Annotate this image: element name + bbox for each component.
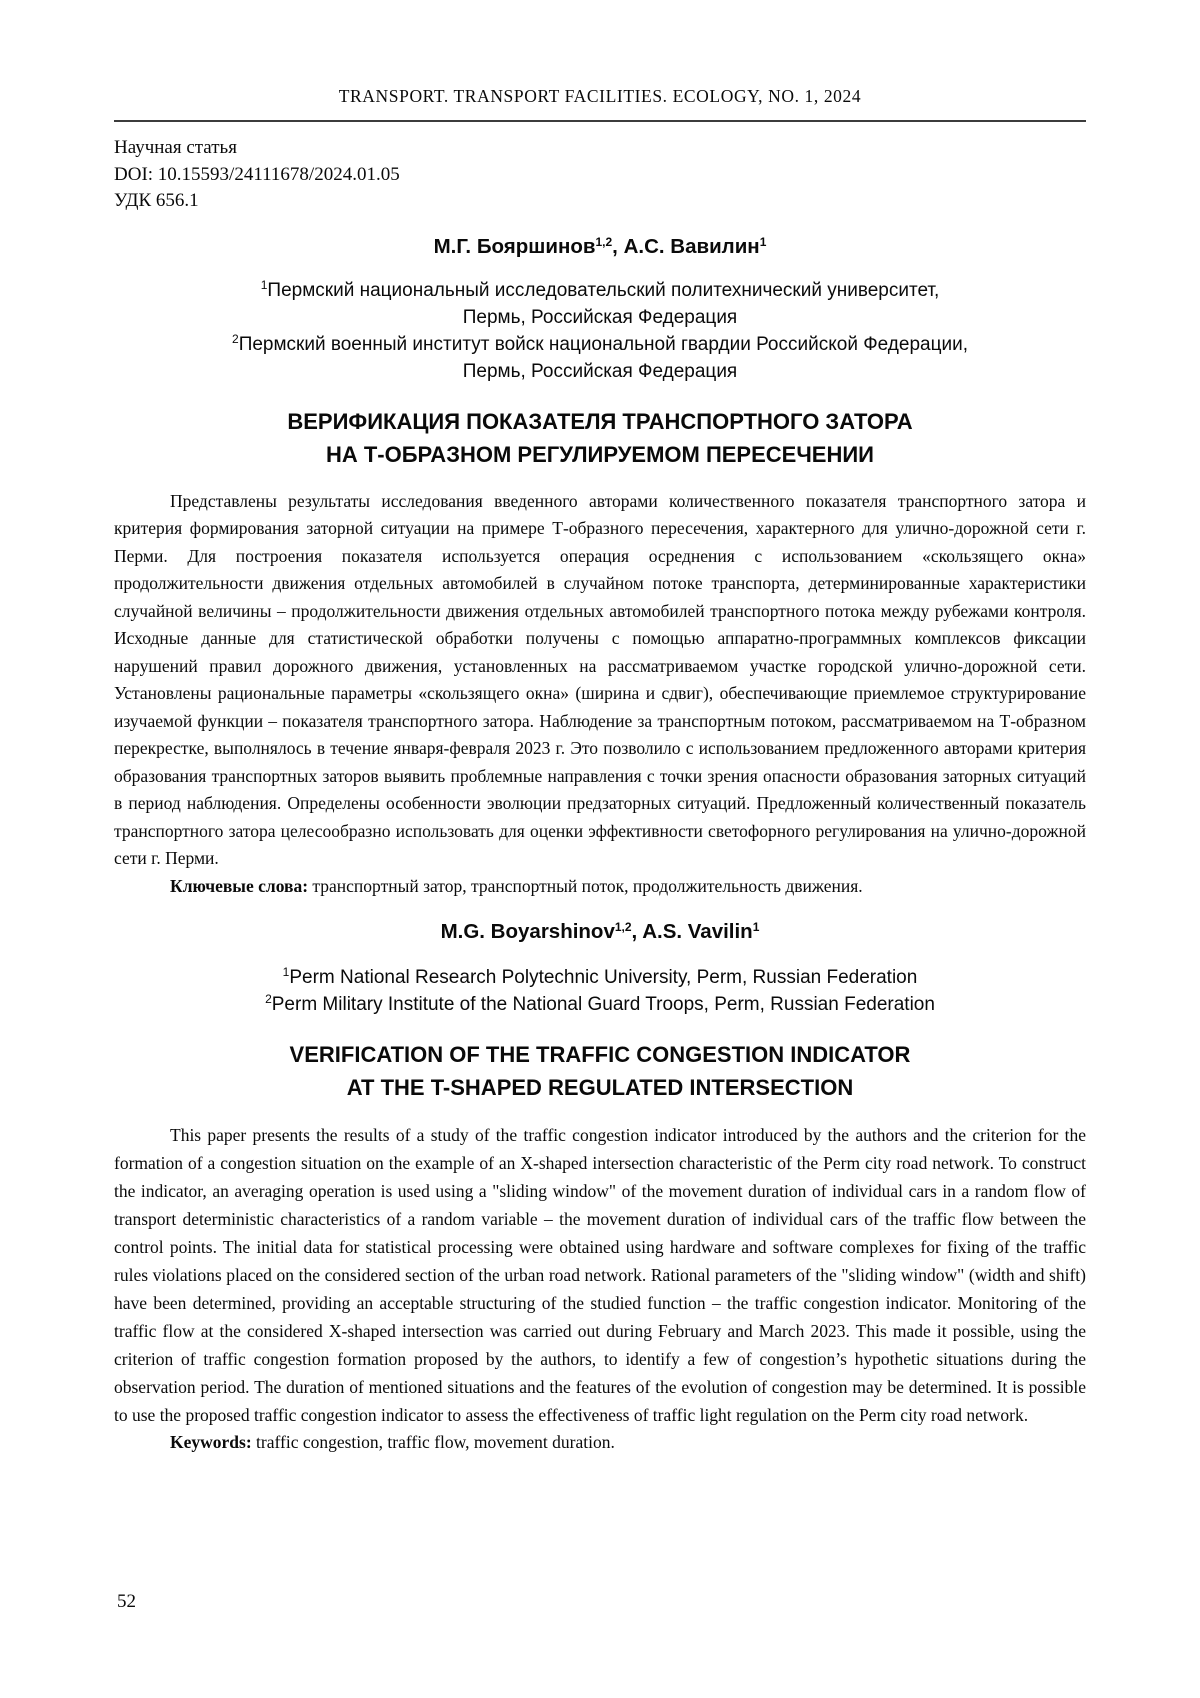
affiliation-ru-1-line2: Пермь, Российская Федерация <box>462 306 738 328</box>
affiliation-ru-1-line1 <box>114 277 1086 304</box>
keywords-ru-label: Ключевые слова: <box>170 875 309 896</box>
affiliation-en-1 <box>114 964 1086 991</box>
journal-header: TRANSPORT. TRANSPORT FACILITIES. ECOLOGY, NO. 1, 2024 <box>338 86 862 106</box>
keywords-ru-text: транспортный затор, транспортный поток, продолжительность движения. <box>312 875 863 896</box>
article-title-ru-line2: НА Т-ОБРАЗНОМ РЕГУЛИРУЕМОМ ПЕРЕСЕЧЕНИИ <box>325 441 874 467</box>
keywords-ru <box>114 873 1086 901</box>
article-title-ru <box>114 405 1086 471</box>
affiliation-ru-2-line1 <box>114 331 1086 358</box>
affiliation-ru-2-line2: Пермь, Российская Федерация <box>462 360 738 382</box>
article-title-ru-line1: ВЕРИФИКАЦИЯ ПОКАЗАТЕЛЯ ТРАНСПОРТНОГО ЗАТОРА <box>287 408 913 434</box>
affiliations-ru <box>114 277 1086 385</box>
doi-text: DOI: 10.15593/24111678/2024.01.05 <box>114 163 400 185</box>
abstract-en: This paper presents the results of a study of the traffic congestion indicator introduced by the authors and the criterion for the formation of a congestion situation on the example of an X-shaped intersection characteristic of the Perm city road network. To construct the indicator, an averaging operation is used using a "sliding window" of the movement duration of individual cars in a random flow of transport deterministic characteristics of a random variable – the movement duration of individual cars of the traffic flow between the control points. The initial data for statistical processing were obtained using hardware and software complexes for fixing of the traffic rules violations placed on the considered section of the urban road network. Rational parameters of the "sliding window" (width and shift) have been determined, providing an acceptable structuring of the studied function – the traffic congestion indicator. Monitoring of the traffic flow at the considered X-shaped intersection was carried out during February and March 2023. This made it possible, using the criterion of traffic congestion formation proposed by the authors, to identify a few of congestion’s hypothetic situations during the observation period. The duration of mentioned situations and the features of the evolution of congestion may be determined. It is possible to use the proposed traffic congestion indicator to assess the effectiveness of traffic light regulation on the Perm city road network. <box>114 1125 1086 1425</box>
affiliation-en-1-text: Perm National Research Polytechnic University, Perm, Russian Federation <box>289 967 918 988</box>
author-en-2-sup: 1 <box>752 920 760 934</box>
author-en-2-name: A.S. Vavilin <box>642 920 753 943</box>
article-meta <box>114 135 1086 215</box>
affiliation-en-2 <box>114 991 1086 1018</box>
article-title-en-line2: AT THE T-SHAPED REGULATED INTERSECTION <box>346 1075 854 1100</box>
author-ru-1-name: М.Г. Бояршинов <box>433 234 596 258</box>
authors-en-separator: , <box>631 920 643 943</box>
author-ru-2-sup: 1 <box>759 234 767 249</box>
author-en-1-sup: 1,2 <box>614 920 632 934</box>
authors-ru <box>114 235 1086 259</box>
article-title-en-line1: VERIFICATION OF THE TRAFFIC CONGESTION INDICATOR <box>289 1042 911 1067</box>
header-divider <box>114 120 1086 122</box>
author-en-1-name: M.G. Boyarshinov <box>440 920 615 943</box>
affiliation-ru-1-sup: 1 <box>260 277 268 292</box>
author-ru-1-sup: 1,2 <box>595 234 613 249</box>
affiliation-en-2-sup: 2 <box>265 992 272 1006</box>
keywords-en-text: traffic congestion, traffic flow, movement duration. <box>256 1432 615 1452</box>
affiliations-en <box>114 964 1086 1018</box>
affiliation-ru-2-text: Пермский военный институт войск национальной гвардии Российской Федерации, <box>238 333 968 355</box>
affiliation-ru-2-sup: 2 <box>232 331 239 346</box>
affiliation-en-1-sup: 1 <box>282 965 290 979</box>
authors-en <box>114 920 1086 944</box>
article-title-en <box>114 1038 1086 1104</box>
abstract-ru: Представлены результаты исследования введенного авторами количественного показателя транспортного затора и критерия формирования заторной ситуации на примере Т-образного пересечения, характерного для улично-дорожной сети г. Перми. Для построения показателя используется операция осреднения с использованием «скользящего окна» продолжительности движения отдельных автомобилей в случайном потоке транспорта, детерминированные характеристики случайной величины – продолжительности движения отдельных автомобилей транспортного потока между рубежами контроля. Исходные данные для статистической обработки получены с помощью аппаратно-программных комплексов фиксации нарушений правил дорожного движения, установленных на рассматриваемом участке городской улично-дорожной сети. Установлены рациональные параметры «скользящего окна» (ширина и сдвиг), обеспечивающие приемлемое структурирование изучаемой функции – показателя транспортного затора. Наблюдение за транспортным потоком, рассматриваемом на Т-образном перекрестке, выполнялось в течение января-февраля 2023 г. Это позволило с использованием предложенного авторами критерия образования транспортных заторов выявить проблемные направления с точки зрения опасности образования заторных ситуаций в период наблюдения. Определены особенности эволюции предзаторных ситуаций. Предложенный количественный показатель транспортного затора целесообразно использовать для оценки эффективности светофорного регулирования на улично-дорожной сети г. Перми. <box>114 490 1086 868</box>
page-number: 52 <box>117 1591 136 1612</box>
author-ru-2-name: А.С. Вавилин <box>623 234 760 258</box>
affiliation-ru-1-text: Пермский национальный исследовательский политехнический университет, <box>267 279 940 301</box>
keywords-en <box>114 1429 1086 1457</box>
affiliation-en-2-text: Perm Military Institute of the National Guard Troops, Perm, Russian Federation <box>271 994 935 1015</box>
authors-ru-separator: , <box>612 234 624 258</box>
udc-text: УДК 656.1 <box>114 190 199 211</box>
article-type-label: Научная статья <box>114 137 237 158</box>
keywords-en-label: Keywords: <box>170 1432 252 1452</box>
